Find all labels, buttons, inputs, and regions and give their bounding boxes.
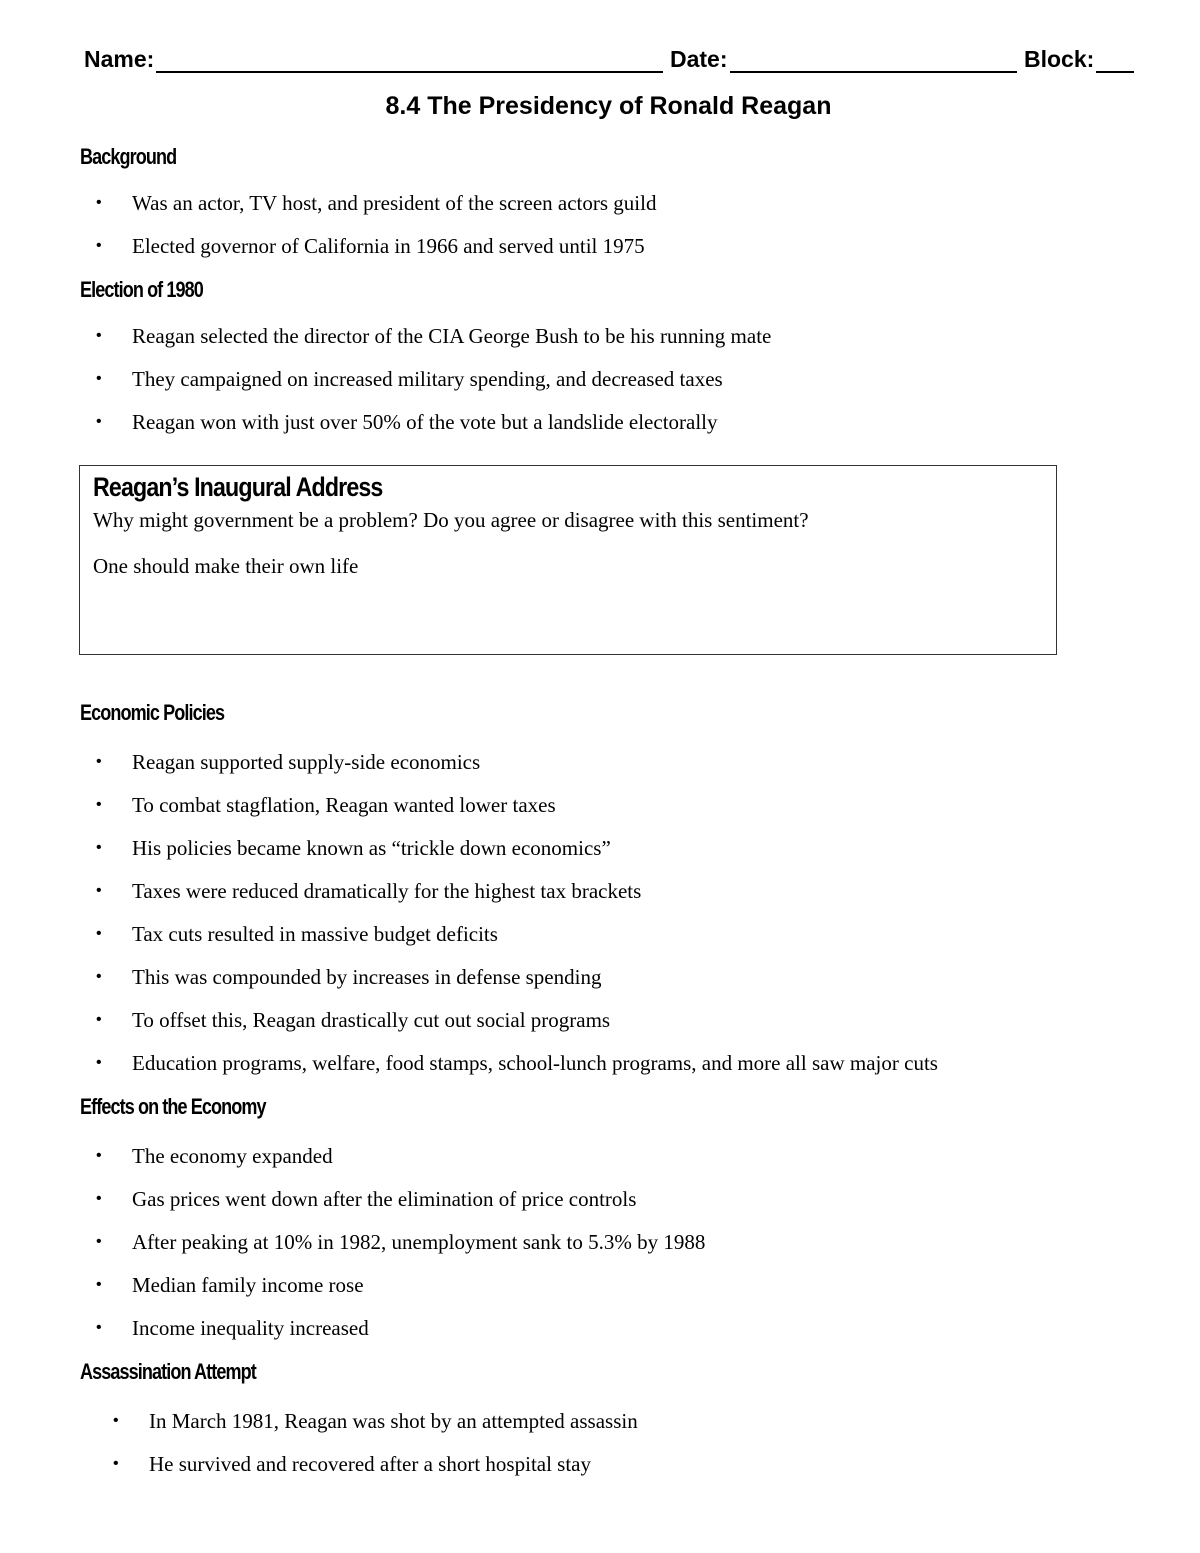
- bullet-icon: •: [96, 968, 102, 985]
- name-label: Name:: [84, 46, 155, 72]
- list-item: • Reagan supported supply-side economics: [96, 750, 481, 774]
- list-item: • To combat stagflation, Reagan wanted lower taxes: [96, 793, 556, 817]
- bullet-icon: •: [113, 1455, 119, 1472]
- bullet-icon: •: [96, 796, 102, 813]
- bullet-icon: •: [96, 1147, 102, 1164]
- inaugural-answer[interactable]: One should make their own life: [93, 554, 359, 578]
- bullet-icon: •: [96, 1233, 102, 1250]
- list-item: • Taxes were reduced dramatically for the highest tax brackets: [96, 879, 642, 903]
- bullet-icon: •: [96, 1054, 102, 1071]
- bullet-icon: •: [96, 194, 102, 211]
- bullet-icon: •: [96, 839, 102, 856]
- list-election-1980: [96, 323, 771, 452]
- bullet-icon: •: [96, 1276, 102, 1293]
- name-field: [84, 46, 663, 73]
- inaugural-question: Why might government be a problem? Do you agree or disagree with this sentiment?: [93, 508, 809, 532]
- bullet-icon: •: [96, 370, 102, 387]
- bullet-icon: •: [113, 1412, 119, 1429]
- list-item: • Was an actor, TV host, and president of the screen actors guild: [96, 191, 657, 215]
- bullet-icon: •: [96, 237, 102, 254]
- heading-background: Background: [80, 144, 177, 169]
- bullet-icon: •: [96, 1011, 102, 1028]
- page-title: 8.4 The Presidency of Ronald Reagan: [385, 92, 832, 120]
- bullet-icon: •: [96, 882, 102, 899]
- list-item: • To offset this, Reagan drastically cut out social programs: [96, 1008, 611, 1032]
- list-effects-economy: [96, 1143, 705, 1358]
- list-item: • This was compounded by increases in defense spending: [96, 965, 602, 989]
- list-item: • The economy expanded: [96, 1144, 333, 1168]
- date-label: Date:: [670, 46, 728, 72]
- bullet-icon: •: [96, 1319, 102, 1336]
- bullet-icon: •: [96, 753, 102, 770]
- bullet-icon: •: [96, 327, 102, 344]
- list-item: • Reagan won with just over 50% of the vote but a landslide electorally: [96, 410, 718, 434]
- bullet-icon: •: [96, 925, 102, 942]
- inaugural-heading: Reagan’s Inaugural Address: [93, 472, 383, 502]
- list-item: • They campaigned on increased military spending, and decreased taxes: [96, 367, 723, 391]
- date-field: [670, 46, 1017, 73]
- block-blank[interactable]: [1096, 49, 1134, 73]
- list-item: • Tax cuts resulted in massive budget deficits: [96, 922, 498, 946]
- list-item: • Reagan selected the director of the CIA George Bush to be his running mate: [96, 324, 772, 348]
- block-label: Block:: [1024, 46, 1095, 72]
- bullet-icon: •: [96, 1190, 102, 1207]
- list-item: • Median family income rose: [96, 1273, 364, 1297]
- list-item: • Gas prices went down after the elimination of price controls: [96, 1187, 637, 1211]
- heading-effects-economy: Effects on the Economy: [80, 1094, 266, 1119]
- list-background: [96, 190, 656, 276]
- list-item: • He survived and recovered after a short hospital stay: [113, 1452, 592, 1476]
- inaugural-address-box: [79, 465, 1057, 655]
- list-item: • In March 1981, Reagan was shot by an attempted assassin: [113, 1409, 638, 1433]
- list-item: • Elected governor of California in 1966 and served until 1975: [96, 234, 645, 258]
- heading-economic-policies: Economic Policies: [80, 700, 225, 725]
- date-blank[interactable]: [730, 49, 1017, 73]
- list-assassination-attempt: [113, 1408, 638, 1494]
- list-item: • Education programs, welfare, food stamps, school-lunch programs, and more all saw major cuts: [96, 1051, 938, 1075]
- block-field: [1024, 46, 1134, 73]
- heading-election-1980: Election of 1980: [80, 277, 203, 302]
- header-fields: [84, 46, 1136, 80]
- name-blank[interactable]: [156, 49, 663, 73]
- list-economic-policies: [96, 749, 938, 1093]
- list-item: • Income inequality increased: [96, 1316, 369, 1340]
- bullet-icon: •: [96, 413, 102, 430]
- list-item: • After peaking at 10% in 1982, unemployment sank to 5.3% by 1988: [96, 1230, 706, 1254]
- list-item: • His policies became known as “trickle down economics”: [96, 836, 611, 860]
- heading-assassination-attempt: Assassination Attempt: [80, 1359, 256, 1384]
